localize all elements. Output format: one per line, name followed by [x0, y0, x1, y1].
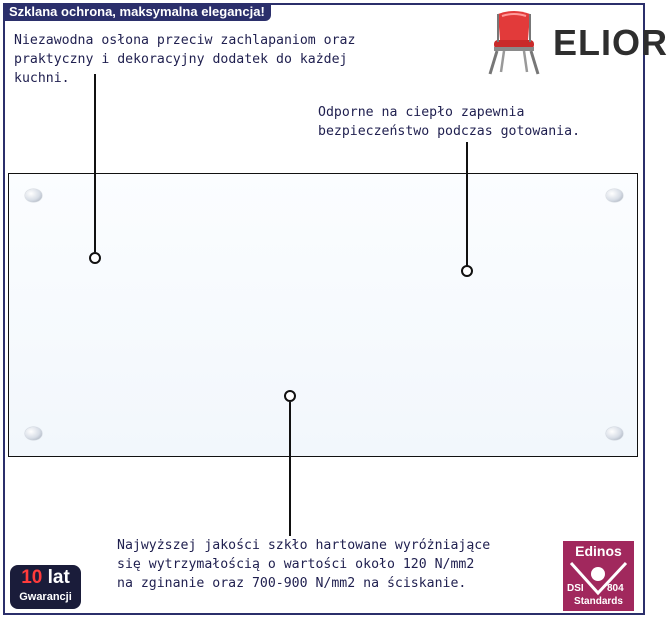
warranty-label: Gwarancji [19, 591, 72, 603]
certificate-title: Edinos [575, 543, 622, 559]
glass-panel [8, 173, 638, 457]
callout-point-right [461, 265, 473, 277]
warranty-badge [10, 565, 81, 609]
certificate-mark: DSI [567, 583, 584, 594]
callout-point-left [89, 252, 101, 264]
callout-splash-protection: Niezawodna osłona przeciw zachlapaniom oraz praktyczny i dekoracyjny dodatek do każdej kuchni. [14, 33, 356, 86]
mounting-screw-icon [606, 427, 623, 440]
callout-point-bottom [284, 390, 296, 402]
callout-heat-resistance: Odporne na ciepło zapewnia bezpieczeństwo podczas gotowania. [318, 105, 581, 139]
brand-name: ELIOR [553, 22, 668, 63]
red-chair-icon [484, 10, 544, 76]
leader-line-bottom [289, 402, 291, 536]
callout-strength: Najwyższej jakości szkło hartowane wyróżniające się wytrzymałością o wartości około 120 N/mm2 na zginanie oraz 700-900 N/mm2 na ściskanie. [117, 538, 491, 591]
mounting-screw-icon [25, 189, 42, 202]
certificate-code: 804 [607, 583, 624, 594]
warranty-unit: lat [47, 567, 70, 588]
elior-logo [484, 10, 668, 78]
certificate-label: Standards [574, 596, 623, 607]
mounting-screw-icon [25, 427, 42, 440]
mounting-screw-icon [606, 189, 623, 202]
warranty-years: 10 [21, 567, 43, 588]
header-banner: Szklana ochrona, maksymalna elegancja! [3, 3, 271, 21]
leader-line-right [466, 142, 468, 266]
leader-line-left [94, 74, 96, 252]
edinos-certificate-badge [563, 541, 634, 611]
